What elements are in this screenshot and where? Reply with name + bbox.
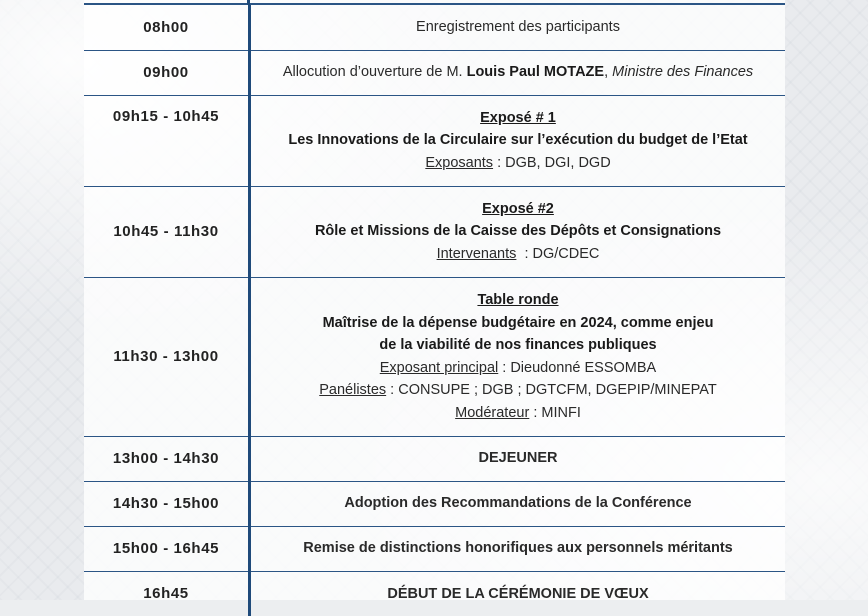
session-title-line-2: de la viabilité de nos finances publiques [379, 337, 657, 353]
speakers-value: : DGB, DGI, DGD [493, 154, 611, 171]
time-cell: 08h00 [84, 5, 250, 50]
description-cell: Adoption des Recommandations de la Conférence [250, 481, 786, 526]
description-cell: Remise de distinctions honorifiques aux personnels méritants [250, 526, 786, 571]
time-cell: 10h45 - 11h30 [84, 186, 250, 277]
agenda-table [84, 5, 785, 616]
description-cell: DEJEUNER [250, 436, 786, 481]
speakers-label: Intervenants [436, 245, 517, 262]
panelists-value: : CONSUPE ; DGB ; DGTCFM, DGEPIP/MINEPAT [386, 382, 717, 398]
table-row [84, 436, 785, 481]
time-cell: 11h30 - 13h00 [84, 277, 250, 436]
table-row [84, 277, 785, 436]
time-cell: 16h45 [84, 571, 250, 616]
time-cell: 13h00 - 14h30 [84, 436, 250, 481]
minister-role: Ministre des Finances [612, 64, 754, 81]
main-speaker-value: : Dieudonné ESSOMBA [498, 359, 657, 376]
opening-prefix: Allocution d’ouverture de M. [282, 64, 463, 81]
session-title-line-1: Maîtrise de la dépense budgétaire en 2024, comme enjeu [322, 314, 714, 331]
time-cell: 09h15 - 10h45 [84, 95, 250, 186]
minister-name: Louis Paul MOTAZE [466, 64, 605, 81]
speakers-value: : DG/CDEC [516, 245, 600, 262]
main-speaker-label: Exposant principal [379, 359, 499, 376]
table-row [84, 481, 785, 526]
moderator-value: : MINFI [529, 404, 581, 421]
description-cell [250, 277, 786, 436]
session-title: Les Innovations de la Circulaire sur l’exécution du budget de l’Etat [288, 132, 748, 149]
time-cell: 09h00 [84, 50, 250, 95]
table-row [84, 571, 785, 616]
table-row [84, 5, 785, 50]
moderator-label: Modérateur [455, 404, 530, 421]
session-title: Rôle et Missions de la Caisse des Dépôts et Consignations [314, 223, 722, 240]
table-row [84, 95, 785, 186]
description-cell: DÉBUT DE LA CÉRÉMONIE DE VŒUX [387, 585, 649, 602]
table-row [84, 526, 785, 571]
session-heading: Exposé #2 [482, 200, 554, 217]
table-row [84, 186, 785, 277]
session-heading: Exposé # 1 [480, 109, 556, 126]
description-cell [250, 95, 786, 186]
description-cell: Enregistrement des participants [250, 5, 786, 50]
speakers-label: Exposants [425, 154, 494, 171]
table-row [84, 50, 785, 95]
session-heading: Table ronde [477, 292, 559, 308]
time-cell: 15h00 - 16h45 [84, 526, 250, 571]
panelists-label: Panélistes [319, 382, 387, 398]
description-cell: Allocution d’ouverture de M. Louis Paul MOTAZE, Ministre des Finances [250, 50, 786, 95]
time-cell: 14h30 - 15h00 [84, 481, 250, 526]
description-cell [250, 186, 786, 277]
